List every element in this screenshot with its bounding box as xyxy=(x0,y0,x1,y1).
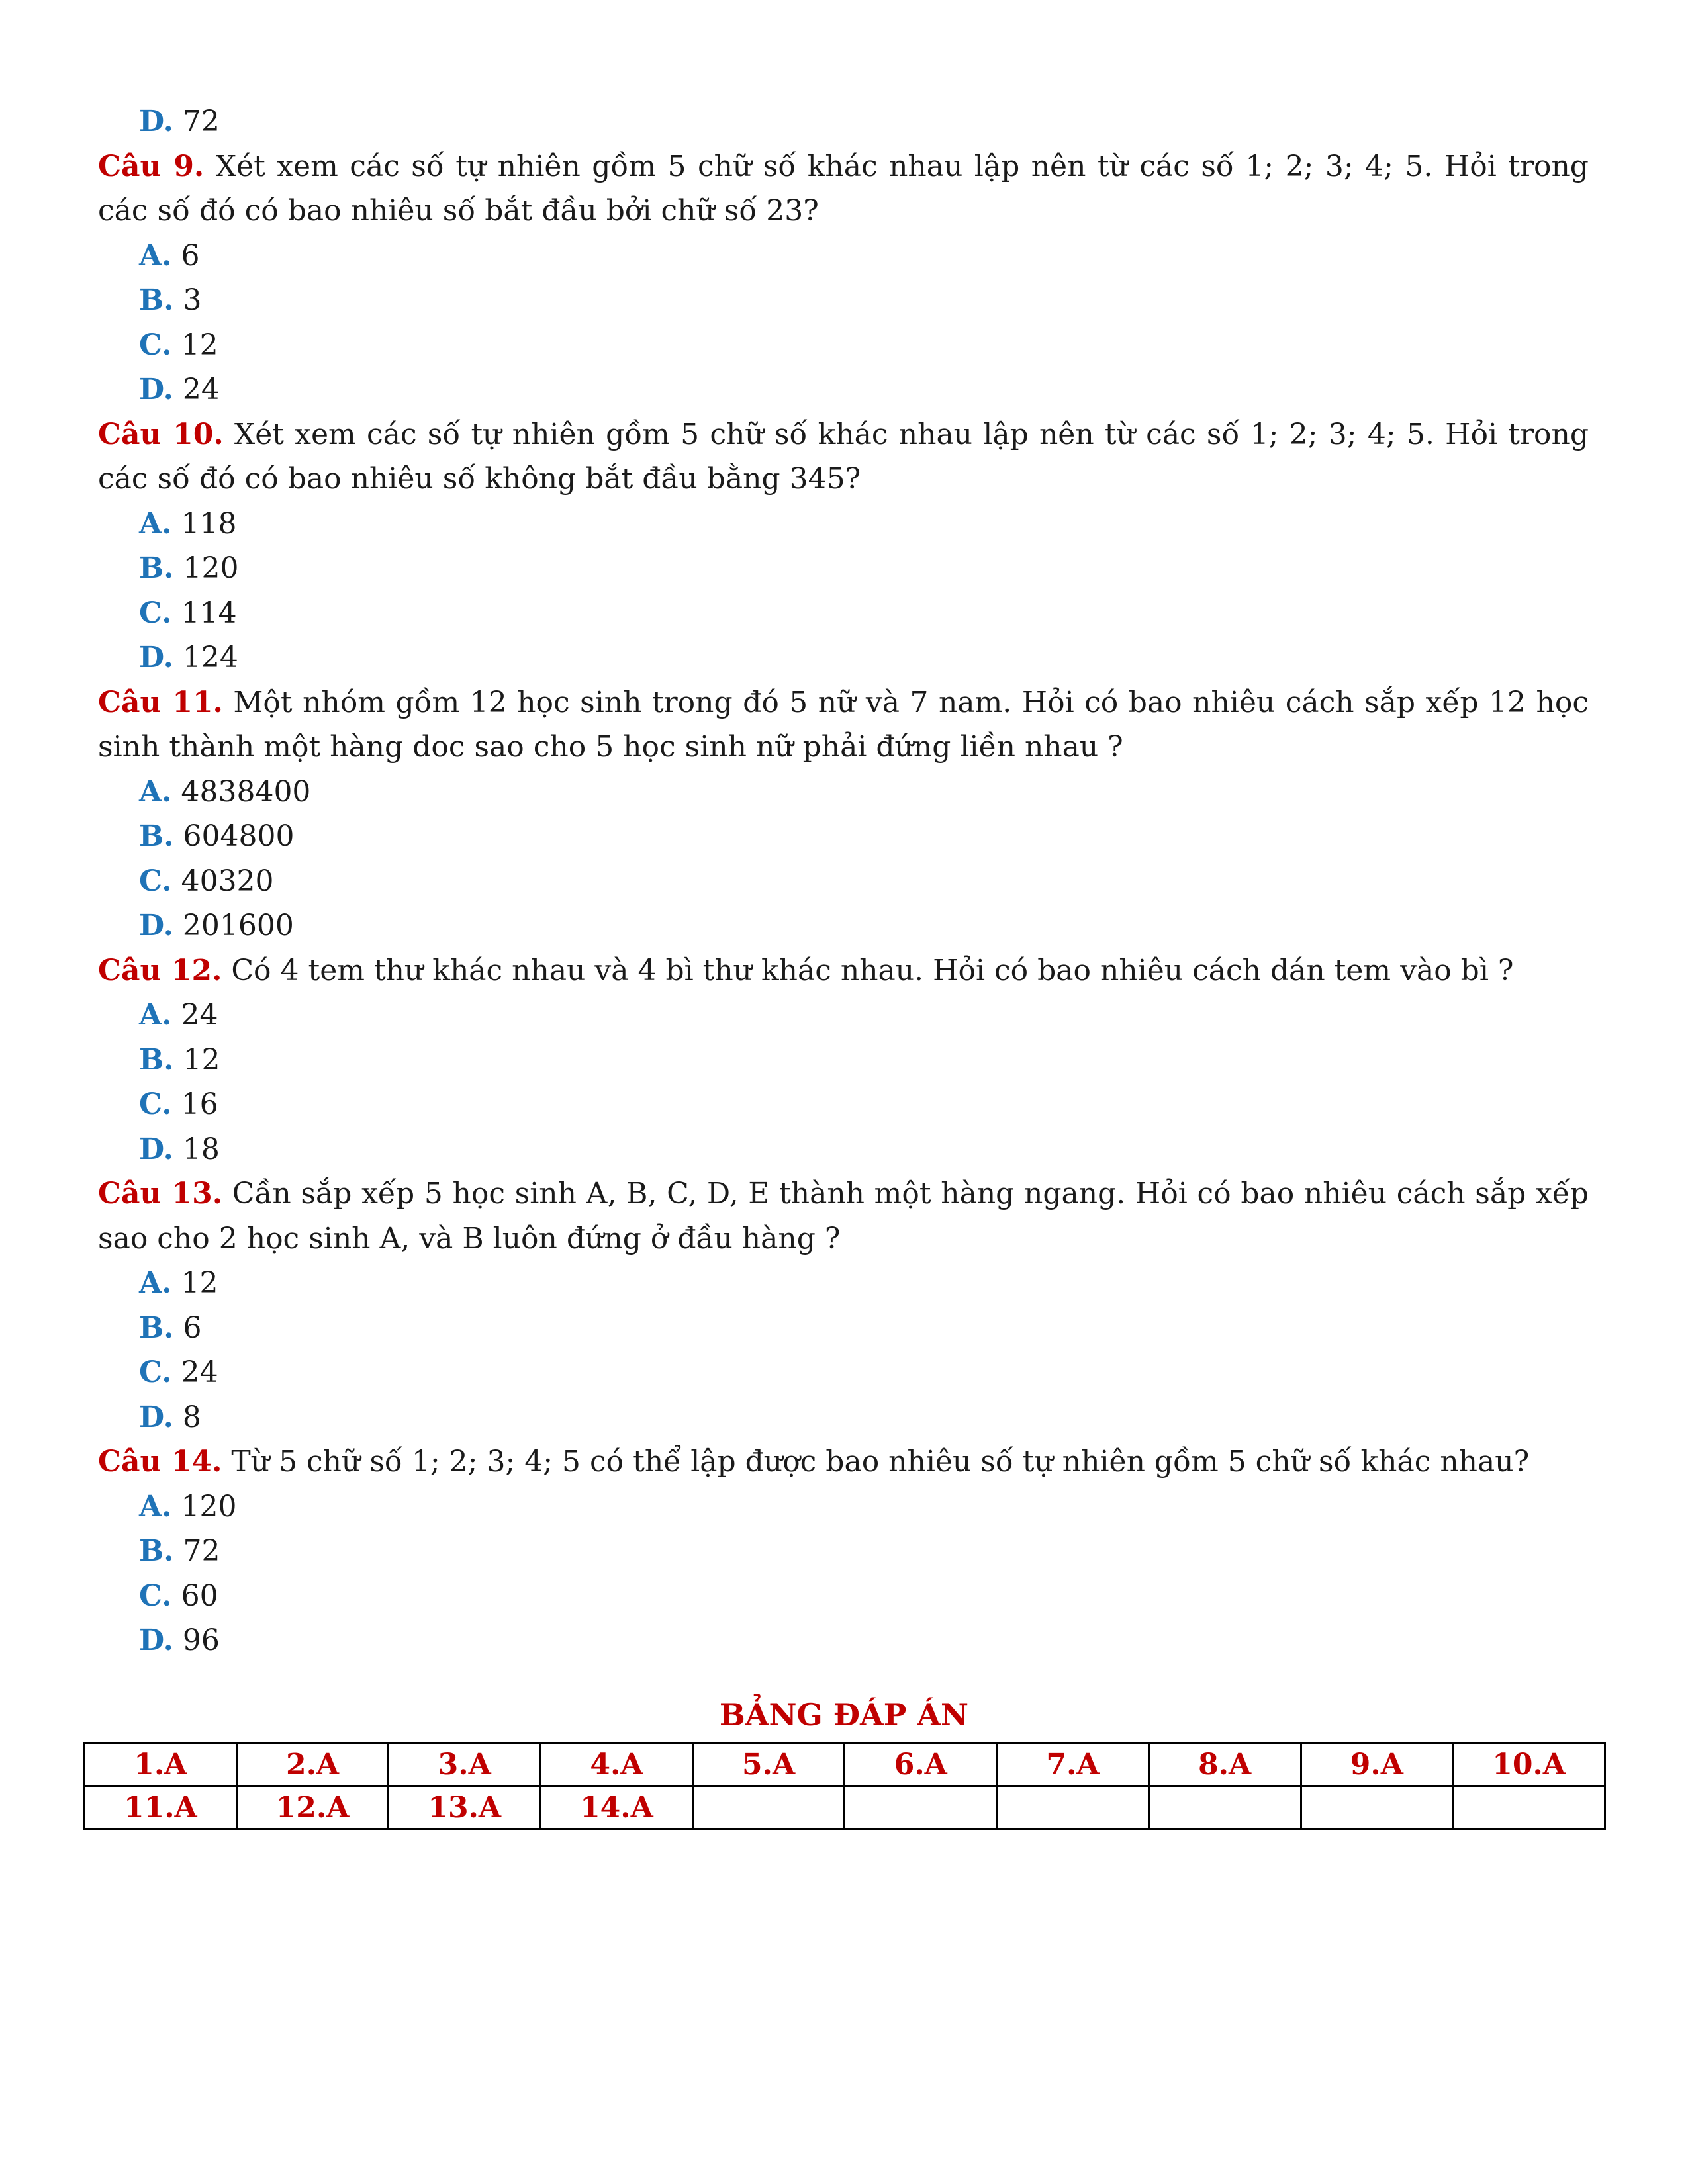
question-9 xyxy=(98,144,1589,234)
option-letter: C. xyxy=(139,1355,172,1389)
option-c xyxy=(98,1574,1589,1619)
exam-page xyxy=(98,99,1589,1663)
option-letter: A. xyxy=(139,1266,172,1300)
option-letter: C. xyxy=(139,1578,172,1613)
question-text: Xét xem các số tự nhiên gồm 5 chữ số khác nhau lập nên từ các số 1; 2; 3; 4; 5. Hỏi trong các số đó có bao nhiêu số không bắt đầu bằng 345? xyxy=(98,417,1589,496)
option-c xyxy=(98,1350,1589,1395)
option-value: 96 xyxy=(182,1623,220,1657)
option-letter: B. xyxy=(139,551,174,585)
option-letter: D. xyxy=(139,1132,173,1166)
option-value: 118 xyxy=(181,506,237,541)
option-letter: B. xyxy=(139,819,174,853)
answer-cell xyxy=(845,1786,997,1829)
option-letter: A. xyxy=(139,1489,172,1524)
answer-key-table xyxy=(83,1742,1606,1830)
answer-cell: 4.A xyxy=(541,1743,693,1786)
answer-cell xyxy=(692,1786,845,1829)
option-letter: D. xyxy=(139,641,173,674)
option-value: 72 xyxy=(182,105,220,138)
answer-cell: 2.A xyxy=(236,1743,389,1786)
option-letter: A. xyxy=(139,506,172,541)
option-a xyxy=(98,770,1589,815)
option-letter: A. xyxy=(139,774,172,809)
option-c xyxy=(98,591,1589,636)
option-letter: C. xyxy=(139,328,172,362)
question-text: Một nhóm gồm 12 học sinh trong đó 5 nữ và 7 nam. Hỏi có bao nhiêu cách sắp xếp 12 học sinh thành một hàng doc sao cho 5 học sinh nữ phải đứng liền nhau ? xyxy=(98,685,1589,764)
option-letter: D. xyxy=(139,1623,173,1657)
answer-cell xyxy=(1149,1786,1301,1829)
option-b xyxy=(98,814,1589,859)
question-text: Xét xem các số tự nhiên gồm 5 chữ số khác nhau lập nên từ các số 1; 2; 3; 4; 5. Hỏi trong các số đó có bao nhiêu số bắt đầu bởi chữ số 23? xyxy=(98,149,1589,228)
option-value: 114 xyxy=(181,596,237,630)
option-letter: D. xyxy=(139,373,173,406)
option-d xyxy=(98,1395,1589,1440)
option-letter: C. xyxy=(139,596,172,630)
table-row xyxy=(85,1786,1605,1829)
option-d xyxy=(98,1618,1589,1663)
question-label: Câu 9. xyxy=(98,149,205,183)
option-d xyxy=(98,903,1589,948)
option-d xyxy=(98,1127,1589,1172)
answer-cell: 11.A xyxy=(85,1786,237,1829)
table-row xyxy=(85,1743,1605,1786)
answer-cell: 5.A xyxy=(692,1743,845,1786)
answer-cell: 13.A xyxy=(389,1786,541,1829)
question-label: Câu 12. xyxy=(98,953,222,987)
option-value: 24 xyxy=(181,998,218,1032)
question-text: Cần sắp xếp 5 học sinh A, B, C, D, E thành một hàng ngang. Hỏi có bao nhiêu cách sắp xếp sao cho 2 học sinh A, và B luôn đứng ở đầu hàng ? xyxy=(98,1177,1589,1255)
question-13 xyxy=(98,1171,1589,1261)
option-previous-d xyxy=(98,99,1589,144)
question-label: Câu 14. xyxy=(98,1445,222,1479)
option-letter: B. xyxy=(139,283,174,317)
question-label: Câu 11. xyxy=(98,685,223,719)
option-value: 604800 xyxy=(183,819,295,853)
answer-cell: 7.A xyxy=(997,1743,1149,1786)
option-letter: D. xyxy=(139,909,173,942)
option-b xyxy=(98,546,1589,591)
question-text: Từ 5 chữ số 1; 2; 3; 4; 5 có thể lập được bao nhiêu số tự nhiên gồm 5 chữ số khác nhau? xyxy=(231,1445,1530,1479)
option-b xyxy=(98,1038,1589,1083)
option-value: 12 xyxy=(181,328,218,362)
answer-cell: 10.A xyxy=(1453,1743,1605,1786)
answer-cell: 9.A xyxy=(1301,1743,1453,1786)
question-label: Câu 10. xyxy=(98,417,224,451)
option-value: 4838400 xyxy=(181,774,311,809)
option-value: 18 xyxy=(182,1132,220,1166)
question-text: Có 4 tem thư khác nhau và 4 bì thư khác nhau. Hỏi có bao nhiêu cách dán tem vào bì ? xyxy=(231,953,1514,987)
option-letter: C. xyxy=(139,1087,172,1121)
question-label: Câu 13. xyxy=(98,1177,223,1210)
option-a xyxy=(98,234,1589,279)
question-14 xyxy=(98,1439,1589,1484)
option-letter: B. xyxy=(139,1310,174,1345)
option-letter: D. xyxy=(139,1400,173,1434)
option-a xyxy=(98,1261,1589,1306)
option-value: 40320 xyxy=(181,864,274,898)
option-value: 12 xyxy=(183,1042,220,1077)
answer-cell: 12.A xyxy=(236,1786,389,1829)
option-value: 16 xyxy=(181,1087,218,1121)
option-b xyxy=(98,1529,1589,1574)
option-c xyxy=(98,1082,1589,1127)
answer-cell: 8.A xyxy=(1149,1743,1301,1786)
question-11 xyxy=(98,680,1589,770)
option-c xyxy=(98,859,1589,904)
option-value: 3 xyxy=(183,283,202,317)
option-letter: B. xyxy=(139,1042,174,1077)
option-letter: A. xyxy=(139,238,172,273)
option-b xyxy=(98,278,1589,323)
answer-cell: 3.A xyxy=(389,1743,541,1786)
option-value: 6 xyxy=(183,1310,202,1345)
option-a xyxy=(98,502,1589,547)
option-b xyxy=(98,1306,1589,1351)
option-letter: A. xyxy=(139,998,172,1032)
answer-cell xyxy=(997,1786,1149,1829)
option-value: 12 xyxy=(181,1266,218,1300)
option-value: 120 xyxy=(181,1489,237,1524)
option-value: 201600 xyxy=(182,909,294,942)
option-letter: C. xyxy=(139,864,172,898)
question-10 xyxy=(98,412,1589,502)
answer-cell xyxy=(1453,1786,1605,1829)
option-c xyxy=(98,323,1589,368)
option-d xyxy=(98,367,1589,412)
answer-key-title: BẢNG ĐÁP ÁN xyxy=(719,1697,969,1733)
option-d xyxy=(98,635,1589,680)
option-value: 24 xyxy=(181,1355,218,1389)
option-value: 8 xyxy=(182,1400,201,1434)
answer-cell: 6.A xyxy=(845,1743,997,1786)
question-12 xyxy=(98,948,1589,993)
answer-cell xyxy=(1301,1786,1453,1829)
option-value: 124 xyxy=(182,641,238,674)
option-value: 24 xyxy=(182,373,220,406)
option-a xyxy=(98,993,1589,1038)
option-value: 72 xyxy=(183,1534,220,1568)
answer-cell: 14.A xyxy=(541,1786,693,1829)
option-a xyxy=(98,1484,1589,1529)
option-letter: B. xyxy=(139,1534,174,1568)
answer-cell: 1.A xyxy=(85,1743,237,1786)
option-value: 120 xyxy=(183,551,239,585)
option-value: 6 xyxy=(181,238,200,273)
option-value: 60 xyxy=(181,1578,218,1613)
option-letter: D. xyxy=(139,105,173,138)
